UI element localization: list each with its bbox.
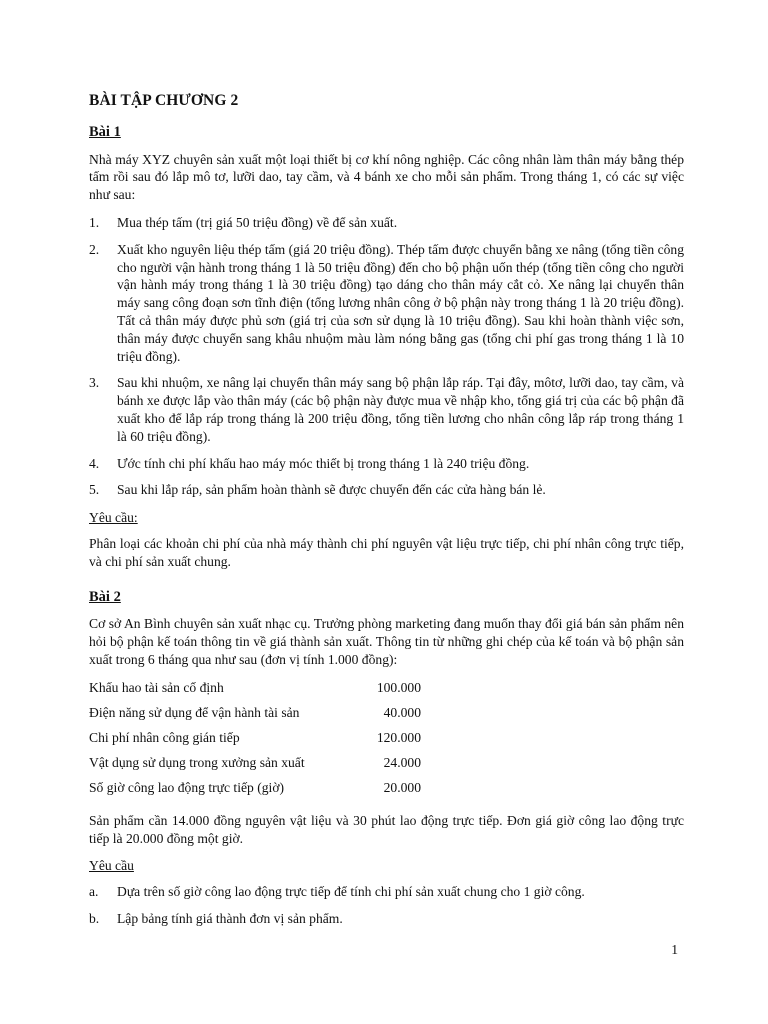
event-item [89,241,684,366]
exercise-2-requirement-list [89,883,684,928]
exercise-1 [89,124,684,571]
event-number: 2. [89,241,100,257]
requirement-letter: b. [89,910,100,926]
exercise-2-note: Sản phẩm cần 14.000 đồng nguyên vật liệu và 30 phút lao động trực tiếp. Đơn giá giờ công lao động trực tiếp là 20.000 đồng một giờ. [89,812,684,846]
requirement-item [89,883,684,901]
cost-amount: 120.000 [376,729,421,745]
event-number: 3. [89,375,100,391]
cost-item: Khấu hao tài sản cố định [89,679,224,695]
event-number: 4. [89,455,100,471]
cost-amount: 20.000 [383,779,421,795]
exercise-1-requirement-text: Phân loại các khoản chi phí của nhà máy thành chi phí nguyên vật liệu trực tiếp, chi phí nhân công trực tiếp, và chi phí sản xuất chung. [89,535,684,569]
exercise-2-heading: Bài 2 [89,588,121,605]
cost-item: Điện năng sử dụng để vận hành tài sản [89,704,300,720]
table-row [89,754,421,779]
event-text: Sau khi lắp ráp, sản phẩm hoàn thành sẽ được chuyển đến các cửa hàng bán lẻ. [117,482,546,498]
cost-amount: 40.000 [383,704,421,720]
exercise-1-heading: Bài 1 [89,123,121,140]
event-text: Ước tính chi phí khấu hao máy móc thiết bị trong tháng 1 là 240 triệu đồng. [117,455,530,471]
requirement-letter: a. [89,884,99,900]
event-text: Sau khi nhuộm, xe nâng lại chuyển thân máy sang bộ phận lắp ráp. Tại đây, môtơ, lưỡi dao, tay cầm, và bánh xe được lắp vào thân máy (các bộ phận này được mua về nhập kho, tổng giá trị của các bộ phận đã xuất kho để lắp ráp trong tháng là 200 triệu đồng, tổng tiền lương cho nhân công lắp ráp trong tháng 1 là 60 triệu đồng). [117,375,684,444]
event-item [89,214,684,232]
table-row [89,679,421,704]
cost-item: Chi phí nhân công gián tiếp [89,729,240,745]
cost-amount: 24.000 [383,754,421,770]
table-row [89,704,421,729]
table-row [89,779,421,804]
requirement-text: Dựa trên số giờ công lao động trực tiếp để tính chi phí sản xuất chung cho 1 giờ công. [117,884,585,900]
requirement-item [89,910,684,928]
event-item [89,455,684,473]
requirement-text: Lập bảng tính giá thành đơn vị sản phẩm. [117,910,343,926]
section-spacer [89,581,684,589]
event-text: Mua thép tấm (trị giá 50 triệu đồng) về để sản xuất. [117,214,398,230]
document-title: BÀI TẬP CHƯƠNG 2 [89,92,239,109]
table-row [89,729,421,754]
exercise-1-event-list [89,214,684,499]
exercise-2 [89,589,684,928]
exercise-1-requirement-label: Yêu cầu: [89,510,138,526]
event-text: Xuất kho nguyên liệu thép tấm (giá 20 triệu đồng). Thép tấm được chuyển bằng xe nâng (tổng tiền công cho người vận hành trong tháng 1 là 50 triệu đồng) đến cho bộ phận uốn thép (tổng tiền công cho người vận hành máy trong tháng 1 là 30 triệu đồng) tạo dáng cho thân máy cắt cỏ. Xe nâng lại chuyển thân máy sang công đoạn sơn tĩnh điện (tổng lương nhân công ở bộ phận này trong tháng 1 là 20 triệu đồng). Tất cả thân máy được phủ sơn (giá trị của sơn sử dụng là 10 triệu đồng). Sau khi hoàn thành việc sơn, thân máy được chuyển sang khâu nhuộm màu làm nóng bằng gas (tổng chi phí gas trong tháng 1 là 10 triệu đồng). [117,241,684,364]
exercise-2-intro: Cơ sở An Bình chuyên sản xuất nhạc cụ. Trưởng phòng marketing đang muốn thay đổi giá bán sản phẩm nên hỏi bộ phận kế toán thông tin về giá thành sản xuất. Thông tin từ những ghi chép của kế toán và bộ phận sản xuất trong 6 tháng qua như sau (đơn vị tính 1.000 đồng): [89,616,684,667]
cost-item: Vật dụng sử dụng trong xưởng sản xuất [89,754,305,770]
cost-table [89,679,421,804]
page-number: 1 [671,942,678,957]
event-number: 1. [89,214,100,230]
cost-item: Số giờ công lao động trực tiếp (giờ) [89,779,285,795]
cost-amount: 100.000 [376,679,421,695]
event-item [89,481,684,499]
exercise-1-intro: Nhà máy XYZ chuyên sản xuất một loại thiết bị cơ khí nông nghiệp. Các công nhân làm thân máy bằng thép tấm rồi sau đó lắp mô tơ, lưỡi dao, tay cầm, và 4 bánh xe cho mỗi sản phẩm. Trong tháng 1, có các sự việc như sau: [89,151,684,203]
exercise-2-requirement-label: Yêu cầu [89,858,134,874]
event-number: 5. [89,482,100,498]
event-item [89,374,684,445]
